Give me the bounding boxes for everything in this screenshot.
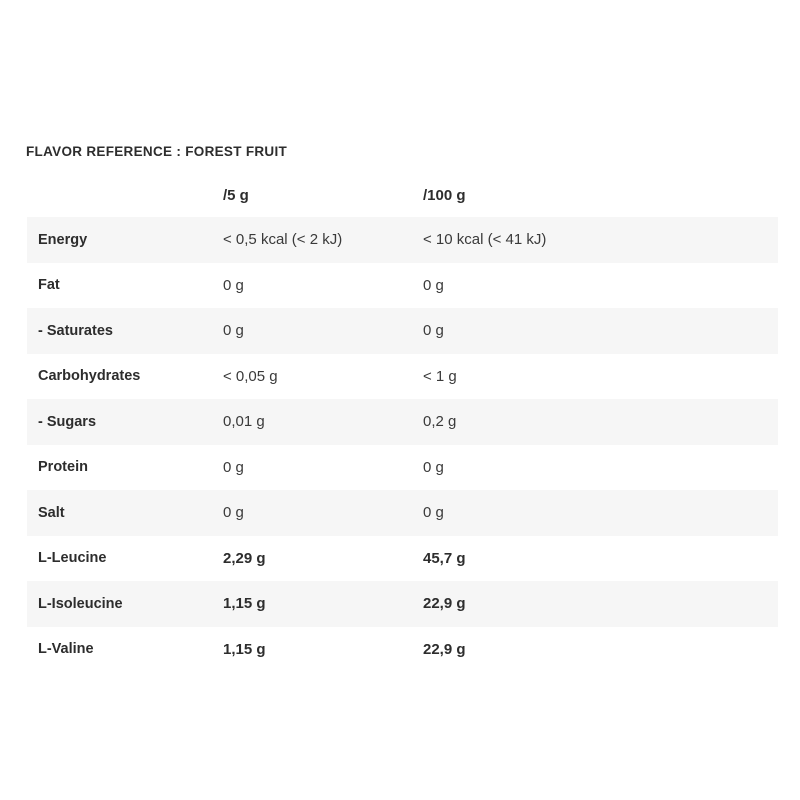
row-label: L-Valine: [38, 641, 94, 658]
row-value-per100g: < 1 g: [423, 367, 457, 385]
row-value-per100g: 22,9 g: [423, 640, 466, 658]
nutrition-table: [27, 173, 778, 672]
row-value-per100g: 0 g: [423, 458, 444, 476]
row-value-per5g: 0 g: [223, 276, 244, 294]
row-value-per5g: 1,15 g: [223, 640, 266, 658]
row-value-per100g: 0 g: [423, 322, 444, 340]
row-value-per100g: 0 g: [423, 504, 444, 522]
row-value-per100g: < 10 kcal (< 41 kJ): [423, 231, 547, 249]
table-header-row: [27, 173, 778, 217]
column-header-per5g: /5 g: [223, 186, 249, 204]
column-header-per100g: /100 g: [423, 186, 466, 204]
row-value-per5g: 0 g: [223, 458, 244, 476]
row-label: Carbohydrates: [38, 368, 141, 385]
table-row-l-valine: [27, 627, 778, 673]
row-value-per100g: 22,9 g: [423, 595, 466, 613]
row-label: - Sugars: [38, 413, 97, 430]
row-label: L-Leucine: [38, 550, 107, 567]
flavor-separator: :: [176, 144, 182, 159]
table-row-fat: [27, 263, 778, 309]
row-value-per5g: 0 g: [223, 322, 244, 340]
row-value-per100g: 0 g: [423, 276, 444, 294]
row-value-per5g: 0,01 g: [223, 413, 265, 431]
flavor-value: FOREST FRUIT: [185, 144, 288, 159]
row-label: - Saturates: [38, 322, 113, 339]
table-row-saturates: [27, 308, 778, 354]
flavor-reference-title: [26, 144, 287, 159]
table-row-carbohydrates: [27, 354, 778, 400]
row-label: Energy: [38, 231, 88, 248]
row-value-per5g: < 0,05 g: [223, 367, 278, 385]
row-value-per5g: 2,29 g: [223, 549, 266, 567]
row-value-per5g: < 0,5 kcal (< 2 kJ): [223, 231, 343, 249]
row-value-per100g: 0,2 g: [423, 413, 457, 431]
row-value-per5g: 0 g: [223, 504, 244, 522]
flavor-reference-label: FLAVOR REFERENCE: [26, 144, 173, 159]
row-label: L-Isoleucine: [38, 595, 123, 612]
row-value-per100g: 45,7 g: [423, 549, 466, 567]
row-label: Protein: [38, 459, 88, 476]
row-label: Salt: [38, 504, 65, 521]
row-value-per5g: 1,15 g: [223, 595, 266, 613]
table-row-l-isoleucine: [27, 581, 778, 627]
table-row-sugars: [27, 399, 778, 445]
table-row-salt: [27, 490, 778, 536]
table-row-protein: [27, 445, 778, 491]
table-row-energy: [27, 217, 778, 263]
row-label: Fat: [38, 277, 60, 294]
table-row-l-leucine: [27, 536, 778, 582]
